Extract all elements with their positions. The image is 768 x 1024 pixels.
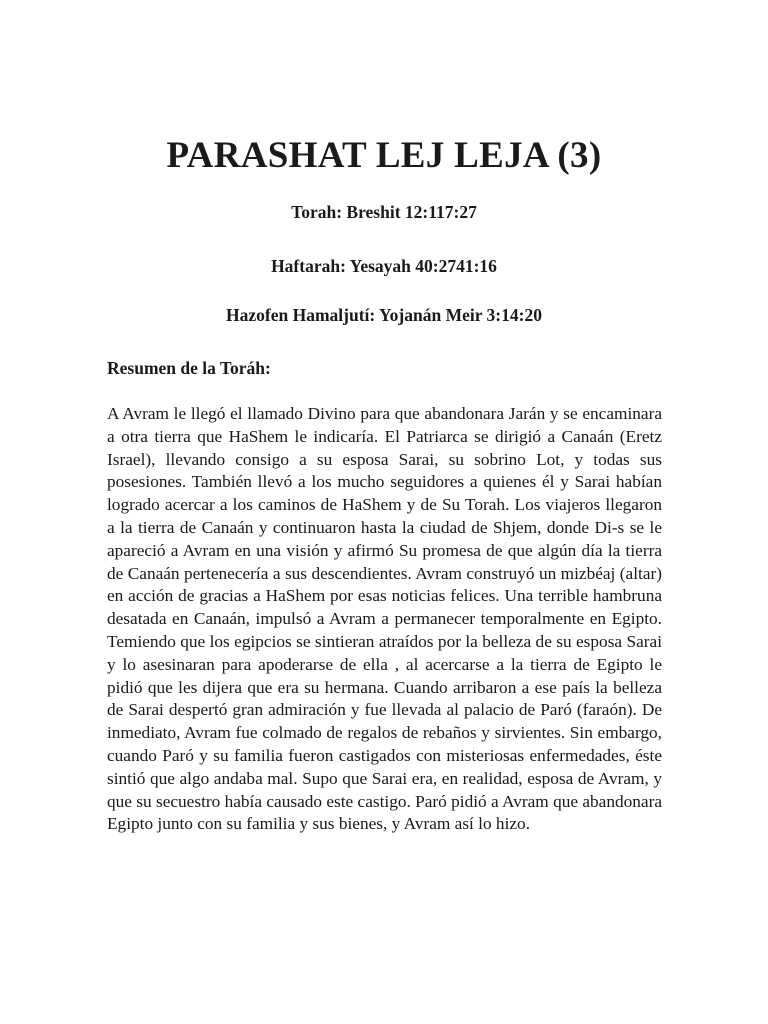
page-title: PARASHAT LEJ LEJA (3) [166, 135, 602, 176]
section-heading: Resumen de la Toráh: [107, 358, 271, 378]
torah-reference: Torah: Breshit 12:117:27 [291, 202, 477, 222]
summary-paragraph: A Avram le llegó el llamado Divino para que abandonara Jarán y se encaminara a otra tierra que HaShem le indicaría. El Patriarca se dirigió a Canaán (Eretz Israel), llevando consigo a su esposa Sarai, su sobrino Lot, y todas sus posesiones. También llevó a los mucho seguidores a quienes él y Sarai habían logrado acercar a los caminos de HaShem y de Su Torah. Los viajeros llegaron a la tierra de Canaán y continuaron hasta la ciudad de Shjem, donde Di-s se le apareció a Avram en una visión y afirmó Su promesa de que algún día la tierra de Canaán pertenecería a sus descendientes. Avram construyó un mizbéaj (altar) en acción de gracias a HaShem por esas noticias felices. Una terrible hambruna desatada en Canaán, impulsó a Avram a permanecer temporalmente en Egipto. Temiendo que los egipcios se sintieran atraídos por la belleza de su esposa Sarai y lo asesinaran para apoderarse de ella , al acercarse a la tierra de Egipto le pidió que les dijera que era su hermana. Cuando arribaron a ese país la belleza de Sarai despertó gran admiración y fue llevada al palacio de Paró (faraón). De inmediato, Avram fue colmado de regalos de rebaños y sirvientes. Sin embargo, cuando Paró y su familia fueron castigados con misteriosas enfermedades, éste sintió que algo andaba mal. Supo que Sarai era, en realidad, esposa de Avram, y que su secuestro había causado este castigo. Paró pidió a Avram que abandonara Egipto junto con su familia y sus bienes, y Avram así lo hizo. [107, 404, 662, 834]
haftarah-reference: Haftarah: Yesayah 40:2741:16 [271, 256, 497, 276]
hazofen-reference: Hazofen Hamaljutí: Yojanán Meir 3:14:20 [226, 305, 542, 325]
